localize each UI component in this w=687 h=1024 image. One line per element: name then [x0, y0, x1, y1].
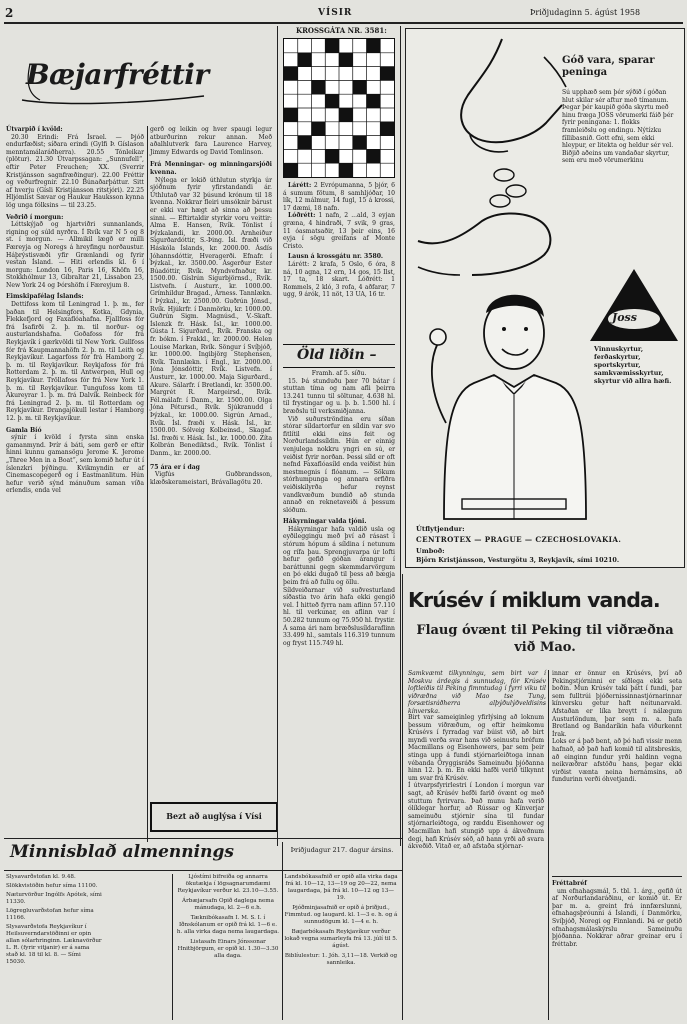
down-text: 1 nafn, 2 ...ald, 3 eyjan græna, 4 hindraði, 7 svik, 9 gras, 11 óasmatsaðir, 13 þeir eins, 16 eyja í sögu greifans af Monte Cristo. [283, 212, 396, 250]
joss-body: Sú upphæð sem þér sýðið í góðan hlut skilar sér aftur með tímanum. Þegar þér kaupið góða skyrtu með hinu fræga JOSS vörumerki fáið þér fyrir peningana: 1. flokks framleiðslu og endingu. Nýtízku fíllibasnið. Gott efni, sem ekki hleypur, er litekta og heldur sér vel. Biðjið aðeins um vandaðar skyrtur, sem eru með vörumerkinu [562, 89, 674, 165]
down-clues [283, 212, 395, 250]
paragraph: gerð og leikin og hver spaugi legur atburðurinn rekur annan. Með aðalhlutverk fara Laurence Harvey, Jimmy Edwards og David Tomlinson. [150, 126, 272, 156]
crossword-black-cell [325, 39, 339, 53]
crossword-black-cell [312, 80, 326, 94]
bajarfrettir-col1 [6, 126, 144, 495]
crossword-black-cell [353, 80, 367, 94]
section-heading: 75 ára er í dag [150, 463, 200, 471]
crossword-cells [284, 39, 394, 177]
paragraph: Við suðurströndina eru síðan stórar síldartorfur en síldin var svo fitlítil ekki eins feit og Norðurlandssíldin. Hún er einnig venjulega nokkru yngri en sú, er veiðist fyrir norðan. Þessi síld er oft nefnd Faxaflóasíld enda veiðist hún mestmegnis í flóanum. — Sökum stórhumpunga og annara erfiðra veiðiskilyrða hefur reynst vandkvæðum bundið að stunda annað en reknetaveiði á þessum slóðum. [283, 415, 395, 514]
krossgata-title: KROSSGÁTA NR. 3581: [296, 26, 387, 35]
list-item: Þjóðminjasafnið er opið á þriðjud., Fimmtud. og laugard. kl. 1—3 e. h. og á sunnudögum kl. 1—4 e. h. [284, 905, 398, 925]
krusev-col1: Birt var sameiginleg yfirlýsing að loknum þessum viðræðum, og eftir heimkomu Krúsévs í fyrradag var búist við, að birt myndi verða svar hans við seinustu bréfum Macmillans og Eisenhowers, þar sem þeir stinga upp á fundi stjórnarleiðtoga innan vébanda Öryggisráðs Sameinuðu þjóðanna hinn 12. þ. m. En ekki hafði verið tilkynnt um svar frá Krúsév. Í útvarpsfyrirlestri í London í morgun var sagt, að Krúsév hefði farið óvænt og með stuttum fyrirvara. Það munu hafa verið ólíklegar horfur, að Rússar og Kínverjar sameinuðu stjórnir sína til fundar stjórnarleiðtoga, og ræddu Eisenhower og Macmillan hafi stungið upp á ákveðnum degi, hafi Krúsév séð, að hann yrði að svara ákveðið. Vitað er, að afstaða stjórnar- [408, 714, 544, 851]
list-item: Slysavarðstofan kl. 9.48. [6, 874, 76, 880]
crossword-black-cell [298, 53, 312, 67]
paragraph: 20.30 Erindi: Frá Ísrael. — Þjóð endurfæðist; síðara erindi (Gylfi Þ. Gíslason menntamálaráðherra). 20.55 Tónleikar (plötur). 21.30 Útvarpssagan: „Sunnufell“, eftir Peter Freuchen; XX. (Sverrir Kristjánsson sagnfræðingur). 22.00 Fréttir og veðurfregnir. 22.10 Búnaðarþáttur. Sitt af hverju (Gísli Kristjánsson ritstjóri). 22.25 Hljómlist Sævar og Haukur Hauksson kynna lög unga fólksins — til 23.25. [6, 133, 144, 209]
issue-date: Þriðjudaginn 5. ágúst 1958 [530, 8, 641, 17]
old-tidin-banner [283, 344, 395, 368]
minnisblad-title: Minnisblað almennings [10, 842, 234, 862]
ad-best-text: Bezt að auglýsa í Vísi [166, 811, 262, 821]
joss-agent-label: Umboð: [416, 547, 445, 555]
crossword-black-cell [339, 108, 353, 122]
masthead: VÍSIR [318, 8, 353, 18]
list-item: Lögregluvarðstofan hefur síma 11166. [6, 908, 94, 921]
paragraph: Dettifoss kom til Leningrad 1. þ. m., fer þaðan til Helsingfors, Kotka, Gdynia, Flekkefjord og Faxaflóahafna. Fjallfoss fór frá Ísafirði 2. þ. m. til norður- og austurlandshafna. Goðafoss fór frá Reykjavík í gærkvöldi til New York. Gullfoss fór frá Kaupmannahöfn 2. þ. m. til Leith og Reykjavíkur. Lagarfoss fór frá Hamborg 2. þ. m. til Reykjavíkur. Reykjafoss fór frá Rotterdam 2. þ. m. til Antwerpen, Hull og Reykjavíkur. Tröllafoss fór frá New York 1. þ. m. til Reykjavíkur. Tungufoss kom til Akureyrar 1. þ. m. frá Dalvík. Reinbeck fór frá Leningrad 2. þ. m. til Rotterdam og Reykjavíkur. Drangajökull lestar í Hamborg 12. þ. m. til Reykjavíkur. [6, 301, 144, 422]
crossword-black-cell [312, 122, 326, 136]
list-item: Næturvörður Ingólfs Apótek, sími 11330. [6, 892, 102, 905]
old-tidin-body [283, 370, 395, 647]
joss-products: Vinnuskyrtur, ferðaskyrtur, sportskyrtur, samkvæmisskyrtur, skyrtur við allra hæfi. [594, 345, 672, 385]
across-clues [283, 182, 395, 212]
across-text: 2 Evrópumanna, 5 þjór, 6 á sumum fötum, 8 samhljóðar, 10 lík, 12 málmur, 14 fugl, 15 á krossi, 17 dæmi, 18 nafn. [283, 182, 396, 212]
across-label: Lárétt: [288, 182, 312, 189]
crossword-black-cell [380, 122, 394, 136]
list-item: Tæknibókasafn I. M. S. I. í Iðnskólanum er opið frá kl. 1—6 e. h. alla virka daga nema laugardaga. [176, 915, 280, 935]
paragraph: 15. Þá stunduðu þær 70 bátar í stuttan tíma og nam afli þeirra 13.241 tunnu til söltunar, 4.638 hl. til frystingar og u. þ. b. 1.500 hl. í bræðslu til verksmiðjanna. [283, 377, 395, 415]
paragraph: Hákyrningar hafa valdið usla og eyðileggingu með því að rásast í stórum hópum á síldina í netunum og rífa þau. Sprengjuvarpa úr lofti hefur gefið góðan árangur í baráttunni gegn skemmdarvörgum en þó ekki dugað til þess að bægja þeim frá að fullu og öllu. Síldveiðarnar við suðvesturland síðastia tvo árin hafa ekki gengið vel. Í hitteð fyrra nam aflinn 57.110 hl. til verkunar, en aflinn var í 50.282 tunnum og 75.950 hl. frystir. Á sama ári nam bræðslusíldaraflinn 33.499 hl., samtals 116.319 tunnum og fryst 115.749 hl. [283, 525, 395, 647]
section-heading: Veðrið í morgun: [6, 213, 64, 221]
joss-brand: Joss [612, 311, 637, 324]
crossword-black-cell [284, 163, 298, 177]
joss-exporter-label: Útflytjendur: [416, 525, 465, 533]
joss-agent: Björn Kristjánsson, Vesturgötu 3, Reykjavík, sími 10210. [416, 556, 620, 564]
crossword-black-cell [339, 53, 353, 67]
crossword-black-cell [284, 108, 298, 122]
frettabref [552, 880, 682, 948]
section-heading: Gamla Bíó [6, 426, 42, 434]
crossword-black-cell [325, 94, 339, 108]
frettabref-title: Fréttabréf [552, 880, 587, 887]
joss-headline: Góð vara, sparar peninga [562, 55, 655, 78]
section-heading: Frá Menningar- og minningarsjóði kvenna. [150, 161, 272, 176]
solution-text: Lárétt: 2 krafa, 5 Oslo, 6 óra, 8 ná, 10 agna, 12 ern, 14 gos, 15 Ilst, 17 ta, 18 skart. Lóðrétt: 1 Rommels, 2 kló, 3 rofa, 4 aðfarar, 7 ugg, 9 árók, 11 nöt, 13 UA, 16 tr. [283, 260, 395, 299]
list-item: Slysavarðstofa Reykjavíkur í Heilsuverndarstöðinni er opin allan sólarhringinn. Læknavörður L. R. (fyrir vitjanir) er á sama stað kl. 18 til kl. 8. — Sími 15030. [6, 924, 102, 965]
page-number: 2 [5, 6, 14, 20]
bajarfrettir-col2 [150, 126, 272, 486]
ad-best-box [150, 802, 278, 832]
paragraph: Nýlega er lokið úthlutun styrkja úr sjóðnum fyrir yfirstandandi ár. Úthlutað var 32 þúsund krónum til 18 kvenna. Nokkrar fleiri umsóknir bárust er ekki var hægt að sinna að þessu sinni. — Eftirtaldir styrkir voru veittir: Alma E. Hansen, Rvík. Tónlist í Þýzkalandi, kr. 2000.00. Arnheiður Sigurðardóttir, S.-Þing. Ísl. fræði við Háskóla Íslands, kr. 2000.00. Ásdís Jóhannsdóttir, Hveragerði. Efnafr. í Þýzkal., kr. 3500.00. Ásgerður Ester Búadóttir, Rvík. Myndvefnaður, kr. 1500.00. Gíslrún Sigurbjörnsd., Rvík. Listvefn. í Austurr., kr. 1000.00. Grímhildur Bragad., Árness. Tannlækn. í Þýzkal., kr. 2500.00. Guðrún Jónsd., Rvík. Hjúkrfr. í Danmörku, kr. 1000.00. Guðrún Sigm. Magnúsd., V.-Skaft. Íslenzk fr. Hásk. Ísl., kr. 1000.00. Gústa I. Sigurðard., Rvík. Franska og fr. bókm. í Frakkl., kr. 2000.00. Helen Louise Markan, Rvík. Söngur í Svíþjóð, kr. 1000.00. Ingibjörg Stephensen, Rvík. Tannlækn. í Engl., kr. 2000.00. Jóna Jónsdóttir, Rvík. Listvefn. í Austurr., kr. 1000.00. Maja Sigurðard., Akure. Sálarfr. í Bretlandi, kr. 3500.00. Margrét R. Margeirsd., Rvík. Fél.málafr. í Danm., kr. 1500.00. Olga Jóna Pétursd., Rvík. Sjúkranudd í Þýzkal., kr. 1000.00. Sigrún Arnad., Rvík. Ísl. fræði v. Hásk. Ísl., kr. 1500.00. Sólveig Kolbeinsd., Skagaf. Ísl. fræði v. Hásk. Ísl., kr. 1000.00. Zíta Kolbrán Benediktsd., Rvík. Tónlist í Danm., kr. 2000.00. [150, 176, 272, 457]
bajarfrettir-title-box [18, 54, 208, 110]
joss-ad [405, 28, 685, 568]
section-heading: Hákyrningar valda tjóni. [283, 518, 367, 526]
list-item: Biblíulestur: 1. Jóh. 3,11—18. Verkið og sannleika. [284, 953, 398, 966]
hands-coins-illustration [412, 35, 572, 285]
section-heading: Eimskipafélag Íslands: [6, 293, 84, 301]
crossword-black-cell [367, 94, 381, 108]
krusev-headline: Krúsév í miklum vanda. [408, 588, 660, 612]
crossword-black-cell [367, 39, 381, 53]
crossword-grid [283, 38, 395, 178]
section-heading: Útvarpið í kvöld: [6, 126, 63, 133]
crossword-black-cell [339, 163, 353, 177]
krossgata-clues [283, 182, 395, 299]
list-item: Ljóstími bifreiða og annarra ökutækja í lögsagnarumdæmi Reykjavíkur verður kl. 23.10—3.55. [177, 874, 279, 894]
minnisblad-col1 [6, 874, 102, 966]
old-tidin-title: Öld liðin – [297, 347, 377, 363]
bajarfrettir-title: Bæjarfréttir [26, 58, 209, 91]
man-in-shirt-illustration [416, 283, 592, 523]
list-item: Listasafn Einars Jónssonar Hnitbjörgum, er opið kl. 1.30—3.30 alla daga. [177, 939, 279, 959]
krusev-subhead: Flaug óvænt til Peking til viðræðna við Mao. [416, 623, 674, 655]
continued-note: Framh. af 5. síðu. [311, 370, 367, 377]
solution-heading: Lausn á krossgátu nr. 3580. [288, 253, 384, 261]
joss-exporter: CENTROTEX — PRAGUE — CZECHOSLOVAKIA. [416, 535, 622, 544]
krusev-col2: innar er önnur en Krúsévs, því að Pekingstjórninni er síðlega ekki seta boðin. Mun Krúsév taki þátt í fundi, þar sem fulltrúi þjóðernissinnastjórnarinnar kínversku getur haft neitunarvald. Afstaðan er líka breytt í nálægum Austurlöndum, þar sem m. a. hafa Bretland og Bandaríkin hafa viðurkennt Írak. Loks er á það bent, að þó hafi vissir menn hafnað, að það hafi komið til alitsbreskis, að einginn fundur yrði haldinn vegna neikvæðrar afstöðu hans, þegar ekki virðist vænta neina hernámsins, að fundurinn verði óhvetjandi. [552, 670, 682, 784]
list-item: Árbæjarsafn Opið daglega nema mánudaga, kl. 2—6 e.h. [182, 898, 274, 911]
krusev-lead: Samkvæmt tilkynningu, sem birt var í Moskvu árdegis á sunnudag, fór Krúsév loftleiðis til Peking fimmtudag í fyrri viku til viðræðna við Mao tse Tung, forsætisráðherra alþýðulýðveldisins kínverska. [408, 670, 546, 715]
paragraph: sýnir í kvöld í fyrsta sinn enska gamanmynd. Þrír á báti, sem gerð er eftir hinni kunnu gamansögu Jerome K. Jerome „Three Men in a Boat“, sem komið hefur út í íslenzkri þýðingu. Kvikmyndin er af Cinemascopegerð og í Eastmanlitum. Hún hefur verið sýnd mánuðum saman víða erlendis, enda vel [6, 434, 144, 495]
down-label: Lóðrétt: [288, 212, 316, 220]
crossword-black-cell [325, 149, 339, 163]
crossword-black-cell [298, 136, 312, 150]
crossword-black-cell [353, 136, 367, 150]
joss-logo [588, 265, 680, 345]
paragraph: Vigfús Guðbrandsson, klæðskerameistari, Brávallagötu 20. [150, 471, 272, 486]
list-item: Slökkvistöðin hefur síma 11100. [6, 883, 98, 889]
day-of-year: Þriðjudagur 217. dagur ársins. [290, 846, 394, 854]
minnisblad-col4 [284, 874, 398, 967]
list-item: Bæjarbókasafn Reykjavíkur verður lokað vegna sumarleyfa frá 13. júlí til 5. ágúst. [284, 929, 398, 949]
minnisblad-col2 [176, 874, 280, 960]
crossword-black-cell [380, 67, 394, 81]
frettabref-text: um efnahagsmál, 5. tbl. 1. árg., gefið út af Norðurlandaráðinu, er komið út. Er þar m. a. greint frá innfærslunni, efnahagsþróunni á Íslandi, í Danmörku, Svíþjóð, Noregi og Finnlandi. Þá er getið efnahagsmálaskýrslu Sameinuðu þjóðanna. Nokkrar aðrar greinar eru í fréttabr. [552, 887, 682, 948]
paragraph: Léttskýjað og hjartviðri sunnanlands, rigning og súld nyrðra. Í Rvík var N 5 og 8 st. í morgun. — Allmikil lægð er milli Færeyja og Noregs á hreyfingu norðaustur. Háþrýstisvæði yfir Grænlandi og fyrir vestan Ísland. — Hiti erlendis kl. 6 í morgun: London 16, Paris 16, Khöfn 16, Stokkhólmur 13, Gíbraltar 21, Lissabon 23, New York 24 og Þórshöfn í Færeyjum 8. [6, 221, 144, 289]
crossword-black-cell [284, 67, 298, 81]
list-item: Landsbókasafnið er opið alla virka daga frá kl. 10—12, 13—19 og 20—22, nema laugardaga, þá frá kl. 10—12 og 13—19. [284, 874, 398, 901]
crossword-black-cell [367, 149, 381, 163]
